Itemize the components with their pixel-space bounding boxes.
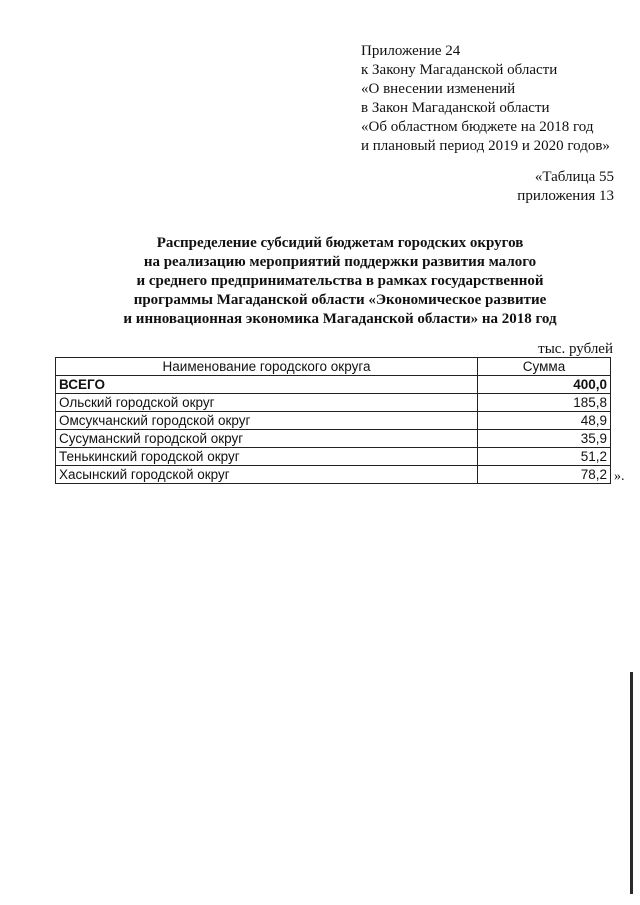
title-line: на реализацию мероприятий поддержки развития малого: [143, 254, 537, 270]
table-reference-line: приложения 13: [517, 188, 614, 204]
district-name: Ольский городской округ: [56, 394, 478, 412]
district-sum: 48,9: [478, 412, 611, 430]
table-row: [56, 412, 611, 430]
subsidy-table: [55, 357, 611, 484]
table-row: [56, 466, 611, 484]
table-header-row: [56, 358, 611, 376]
title-line: программы Магаданской области «Экономическое развитие: [133, 292, 547, 308]
table-row: [56, 430, 611, 448]
title-line: Распределение субсидий бюджетам городских округов: [156, 235, 524, 251]
total-label: ВСЕГО: [56, 376, 478, 394]
scan-edge-divider: [630, 672, 633, 894]
table-reference: [517, 168, 614, 206]
table-row: [56, 448, 611, 466]
district-sum: 35,9: [478, 430, 611, 448]
appendix-line: Приложение 24: [361, 43, 461, 59]
district-sum: 51,2: [478, 448, 611, 466]
column-header-sum: Сумма: [478, 358, 611, 376]
title-line: и среднего предпринимательства в рамках государственной: [136, 273, 544, 289]
total-sum: 400,0: [478, 376, 611, 394]
table-reference-line: «Таблица 55: [534, 169, 614, 185]
closing-quote: ».: [614, 469, 625, 484]
document-title: [40, 234, 640, 329]
district-name: Сусуманский городской округ: [56, 430, 478, 448]
district-name: Тенькинский городской округ: [56, 448, 478, 466]
column-header-name: Наименование городского округа: [56, 358, 478, 376]
appendix-line: в Закон Магаданской области: [361, 100, 550, 116]
district-name: Хасынский городской округ: [56, 466, 478, 484]
appendix-line: «О внесении изменений: [361, 81, 516, 97]
appendix-line: «Об областном бюджете на 2018 год: [361, 119, 594, 135]
district-sum: 78,2: [478, 466, 611, 484]
title-line: и инновационная экономика Магаданской области» на 2018 год: [123, 311, 557, 327]
appendix-line: к Закону Магаданской области: [361, 62, 558, 78]
total-row: [56, 376, 611, 394]
table-row: [56, 394, 611, 412]
appendix-line: и плановый период 2019 и 2020 годов»: [361, 138, 610, 154]
district-sum: 185,8: [478, 394, 611, 412]
district-name: Омсукчанский городской округ: [56, 412, 478, 430]
units-label: тыс. рублей: [538, 341, 613, 357]
appendix-header: [361, 42, 610, 156]
